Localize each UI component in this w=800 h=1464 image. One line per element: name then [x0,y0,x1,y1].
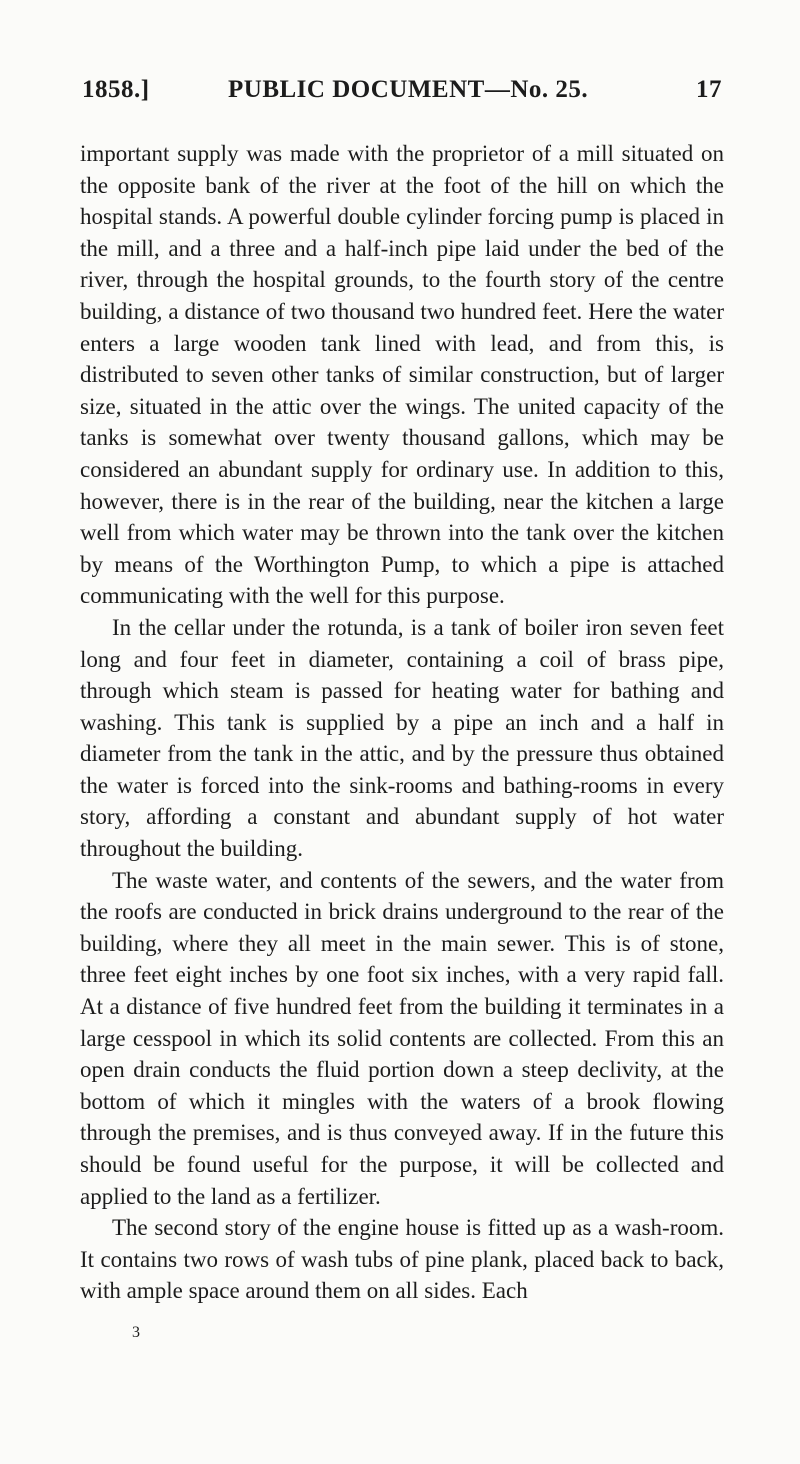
paragraph-hot-water-tank: In the cellar under the rotunda, is a tank of boiler iron seven feet long and four feet in diameter, containing a coil of brass pipe, through which steam is passed for heating water for bathing and washing. This tank is supplied by a pipe an inch and a half in diameter from the tank in the attic, and by the pressure thus obtained the water is forced into the sink-rooms and bathing-rooms in every story, affording a constant and abundant supply of hot water throughout the building. [80,614,724,862]
page-number: 17 [696,76,722,103]
header-title: PUBLIC DOCUMENT—No. 25. [228,76,589,103]
running-header [82,76,722,116]
paragraph-sewerage: The waste water, and contents of the sewers, and the water from the roofs are conducted in brick drains underground to the rear of the building, where they all meet in the main sewer. This is of stone, three feet eight inches by one foot six inches, with a very rapid fall. At a distance of five hundred feet from the building it terminates in a large cesspool in which its solid contents are collected. From this an open drain conducts the fluid portion down a steep declivity, at the bottom of which it mingles with the waters of a brook flowing through the premises, and is thus conveyed away. If in the future this should be found useful for the purpose, it will be collected and applied to the land as a fertilizer. [80,867,724,1209]
signature-number: 3 [132,1324,140,1341]
paragraph-water-supply: important supply was made with the proprietor of a mill situated on the opposite bank of the river at the foot of the hill on which the hospital stands. A powerful double cylinder forcing pump is placed in the mill, and a three and a half-inch pipe laid under the bed of the river, through the hospital grounds, to the fourth story of the centre building, a distance of two thousand two hundred feet. Here the water enters a large wooden tank lined with lead, and from this, is distributed to seven other tanks of similar construction, but of larger size, situated in the attic over the wings. The united capacity of the tanks is somewhat over twenty thousand gallons, which may be considered an abundant supply for ordinary use. In addition to this, however, there is in the rear of the building, near the kitchen a large well from which water may be thrown into the tank over the kitchen by means of the Worthington Pump, to which a pipe is attached communicating with the well for this purpose. [80,141,724,609]
header-year: 1858.] [82,76,150,103]
body-text [80,138,724,1307]
paragraph-wash-room: The second story of the engine house is fitted up as a wash-room. It contains two rows of wash tubs of pine plank, placed back to back, with ample space around them on all sides. Each [80,1215,724,1304]
